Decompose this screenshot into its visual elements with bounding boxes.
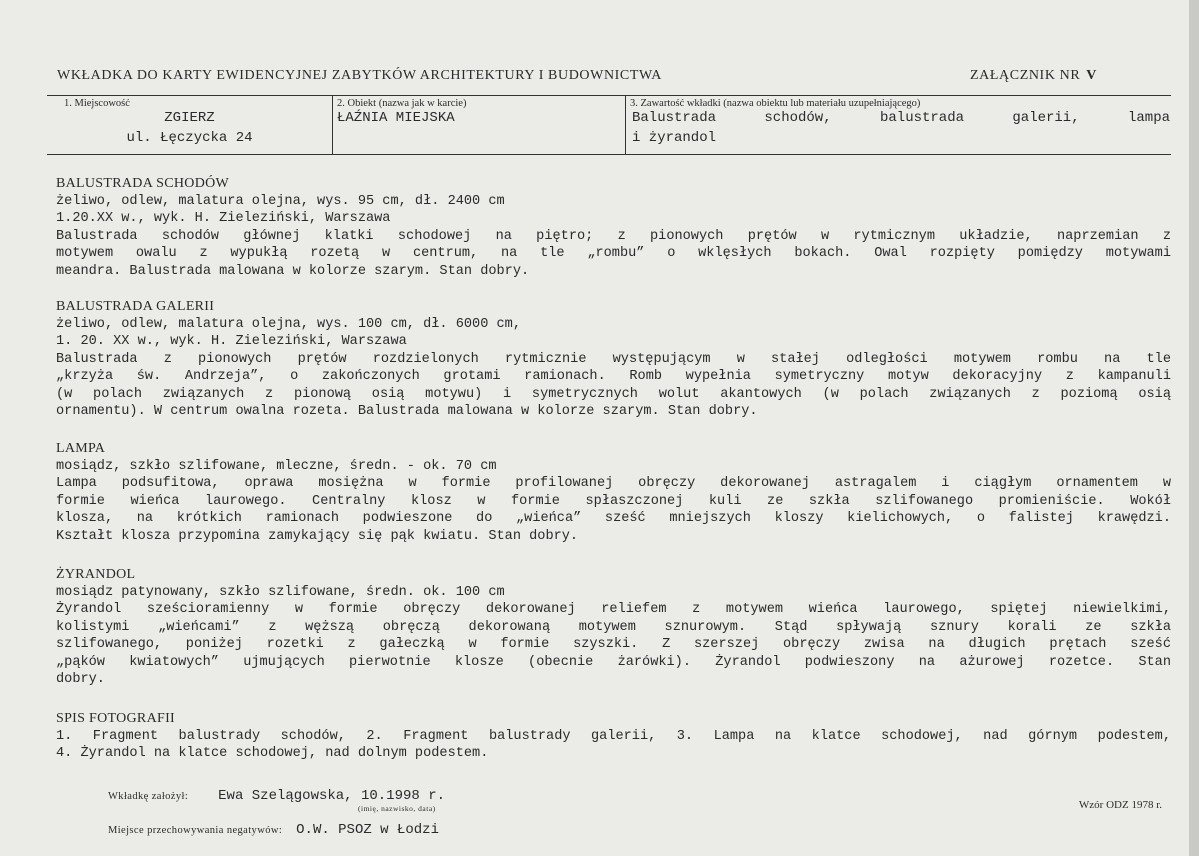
table-top-border — [47, 95, 1171, 96]
section-heading: BALUSTRADA GALERII — [56, 299, 215, 314]
section-chandelier — [56, 566, 1171, 689]
content-line-2: i żyrandol — [632, 130, 717, 146]
paper-edge — [1189, 0, 1199, 856]
section-heading: BALUSTRADA SCHODÓW — [56, 176, 230, 191]
section-line: ornamentu). W centrum owalna rozeta. Balustrada malowana w kolorze szarym. Stan dobry. — [56, 404, 758, 419]
section-line: „krzyża św. Andrzeja”, o zakończonych grotami ramionach. Romb wypełnia symetryczny motyw dekoracyjny z kampanuli — [56, 369, 1171, 384]
section-gallery-balustrade — [56, 298, 1171, 421]
section-line: formie wieńca laurowego. Centralny klosz w formie spłaszczonej kuli ze szkła szlifowanego promieniście. Wokół — [56, 493, 1171, 509]
section-line: mosiądz patynowany, szkło szlifowane, średn. ok. 100 cm — [56, 584, 505, 600]
negatives-value: O.W. PSOZ w Łodzi — [296, 822, 439, 838]
section-line: Lampa podsufitowa, oprawa mosiężna w formie profilowanej obręczy dekorowanej astragalem i ciągłym ornamentem w — [56, 476, 1171, 491]
table-divider-1 — [332, 95, 333, 155]
locality-street: ul. Łęczycka 24 — [126, 130, 253, 146]
section-line: meandra. Balustrada malowana w kolorze szarym. Stan dobry. — [56, 263, 530, 279]
section-line: 1.20.XX w., wyk. H. Zieleziński, Warszawa — [56, 211, 391, 226]
section-line: „pąków kwiatowych” ujmujących pierwotnie klosze (obecnie żarówki). Żyrandol podwieszony na ażurowej rozetce. Stan — [56, 654, 1171, 670]
section-line: żeliwo, odlew, malatura olejna, wys. 100 cm, dł. 6000 cm, — [56, 316, 521, 332]
object-label: 2. Obiekt (nazwa jak w karcie) — [337, 98, 467, 109]
established-value: Ewa Szelągowska, 10.1998 r. — [218, 788, 445, 804]
info-table — [47, 95, 1171, 155]
object-name: ŁAŹNIA MIEJSKA — [337, 110, 455, 126]
table-bottom-border — [47, 154, 1171, 155]
section-line: (w polach związanych z pionową osią motywu) i symetrycznych wolut akantowych (w polach związanych z poziomą osią — [56, 386, 1171, 402]
section-line: Kształt klosza przypomina zamykający się pąk kwiatu. Stan dobry. — [56, 528, 579, 544]
section-line: Żyrandol sześcioramienny w formie obręczy dekorowanej reliefem z motywem wieńca laurowego, spiętej niewielkimi, — [56, 602, 1171, 617]
form-version: Wzór ODZ 1978 r. — [1078, 799, 1162, 811]
section-line: dobry. — [56, 672, 105, 687]
content-label: 3. Zawartość wkładki (nazwa obiektu lub materiału uzupełniającego) — [630, 98, 921, 109]
section-line: motywem owalu z wypukłą rozetą w centrum, na tle „rombu” o wklęsłych bokach. Owal rozpięty pomiędzy motywami — [56, 246, 1171, 261]
established-label: Wkładkę założył: — [108, 791, 189, 802]
document-title: WKŁADKA DO KARTY EWIDENCYJNEJ ZABYTKÓW ARCHITEKTURY I BUDOWNICTWA — [57, 68, 662, 83]
section-line: 1. Fragment balustrady schodów, 2. Fragment balustrady galerii, 3. Lampa na klatce schodowej, nad górnym podestem, — [56, 728, 1171, 744]
section-line: szlifowanego, poniżej rozetki z gałeczką w formie szyszki. Z szerszej obręczy zwisa na długich prętach sześć — [56, 637, 1171, 652]
section-line: 1. 20. XX w., wyk. H. Zieleziński, Warszawa — [56, 334, 407, 349]
section-line: 4. Żyrandol na klatce schodowej, nad dolnym podestem. — [56, 746, 489, 761]
section-lamp — [56, 440, 1171, 545]
annex-label-text: ZAŁĄCZNIK NR — [970, 68, 1081, 83]
established-hint: (imię, nazwisko, data) — [358, 804, 436, 813]
negatives-label: Miejsce przechowywania negatywów: — [108, 825, 283, 836]
section-heading: SPIS FOTOGRAFII — [56, 711, 175, 726]
annex-label — [970, 68, 1097, 84]
footer-established — [108, 786, 445, 804]
annex-number: V — [1086, 68, 1097, 83]
section-line: żeliwo, odlew, malatura olejna, wys. 95 cm, dł. 2400 cm — [56, 193, 505, 209]
section-heading: LAMPA — [56, 441, 106, 456]
section-heading: ŻYRANDOL — [56, 567, 136, 582]
section-line: mosiądz, szkło szlifowane, mleczne, średn. - ok. 70 cm — [56, 458, 497, 474]
footer-negatives — [108, 820, 439, 838]
section-line: Balustrada z pionowych prętów rozdzielonych rytmicznie występującym w stałej odległości motywem rombu na tle — [56, 351, 1171, 367]
content-line-1: Balustrada schodów, balustrada galerii, lampa — [632, 110, 1170, 126]
section-stair-balustrade — [56, 175, 1171, 280]
section-line: kolistymi „wieńcami” z węższą obręczą dekorowaną motywem sznurowym. Stąd spływają sznury korali ze szkła — [56, 619, 1171, 635]
locality-city: ZGIERZ — [164, 110, 215, 126]
table-divider-2 — [625, 95, 626, 155]
section-photo-list — [56, 710, 1171, 763]
document-header — [57, 68, 1097, 88]
locality-label: 1. Miejscowość — [64, 98, 130, 109]
section-line: klosza, na krótkich ramionach podwieszone do „wieńca” sześć mniejszych kloszy kielichowych, o falistej krawędzi. — [56, 511, 1171, 526]
section-line: Balustrada schodów głównej klatki schodowej na piętro; z pionowych prętów w rytmicznym układzie, naprzemian z — [56, 228, 1171, 244]
